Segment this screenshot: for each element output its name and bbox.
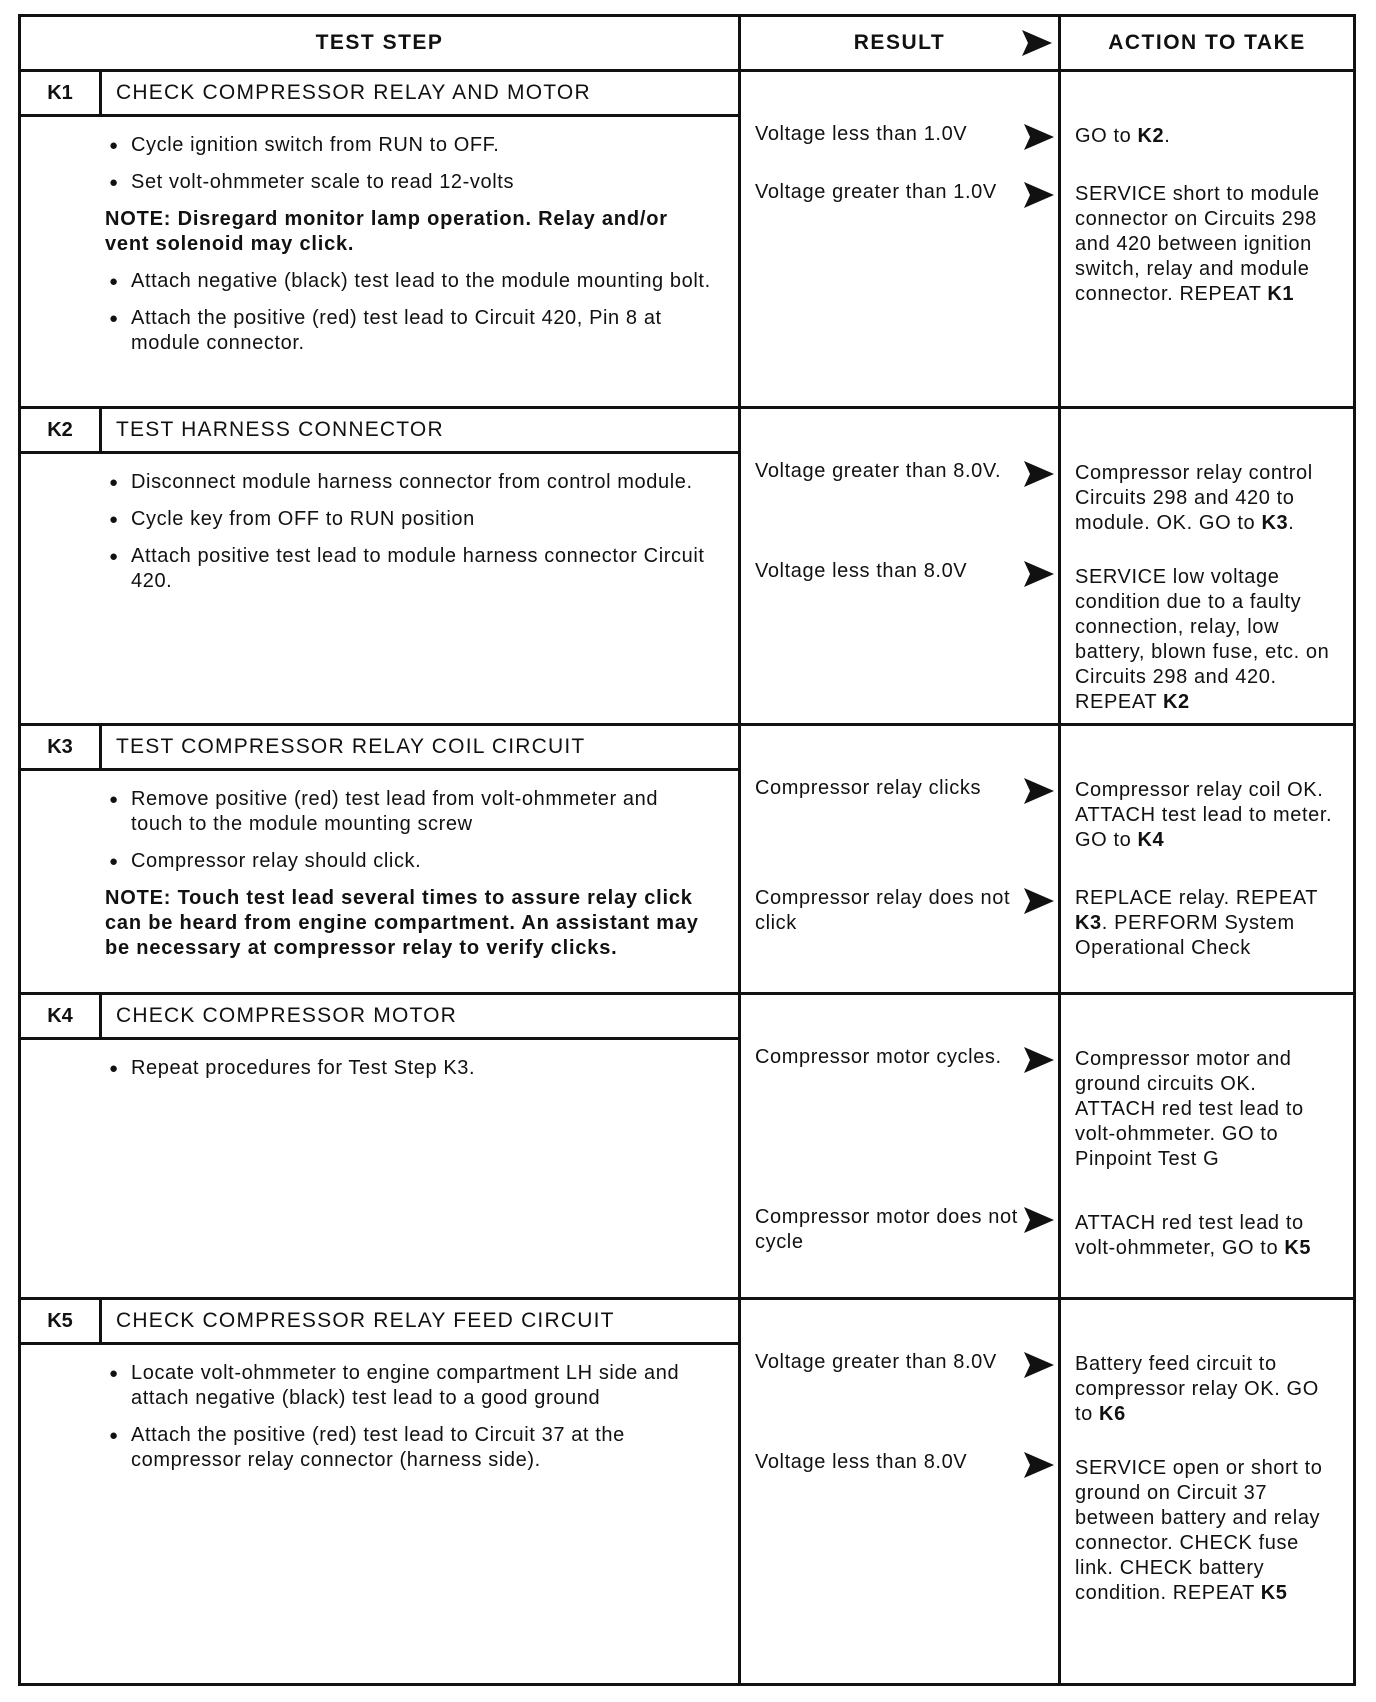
action-text — [1075, 565, 1341, 715]
step-title-bar — [21, 409, 738, 454]
test-steps — [21, 72, 1353, 1683]
action-text-main: GO to — [1075, 125, 1138, 147]
action-text-main: Battery feed circuit to compressor relay OK. GO to — [1075, 1353, 1319, 1425]
instruction-item: ● Remove positive (red) test lead from volt-ohmmeter and touch to the module mounting screw — [109, 787, 714, 837]
step-reference: K3 — [1075, 912, 1102, 934]
test-step-cell — [21, 72, 741, 406]
action-text-tail: . — [1164, 125, 1171, 147]
header-result-label: RESULT — [853, 31, 946, 54]
action-cell — [1061, 409, 1353, 723]
arrow-right-icon — [1024, 182, 1054, 208]
step-reference: K5 — [1284, 1237, 1312, 1259]
result-text: Compressor motor cycles. — [755, 1046, 1002, 1068]
result-text: Voltage greater than 8.0V — [755, 1351, 997, 1373]
action-text-main: Compressor relay coil OK. ATTACH test lead to meter. GO to — [1075, 779, 1333, 851]
action-text-tail: . PERFORM System Operational Check — [1075, 912, 1295, 959]
result-cell — [741, 72, 1061, 406]
step-instructions — [21, 1040, 738, 1103]
instruction-item: ● Attach the positive (red) test lead to Circuit 420, Pin 8 at module connector. — [109, 306, 714, 356]
action-text — [1075, 1352, 1341, 1427]
result-text: Voltage greater than 8.0V. — [755, 460, 1002, 482]
action-text-main: SERVICE low voltage condition due to a faulty connection, relay, low battery, blown fuse, etc. on Circuits 298 and 420. REPEAT — [1075, 566, 1330, 713]
step-reference: K2 — [1162, 691, 1190, 713]
step-title-bar — [21, 72, 738, 117]
step-title-bar — [21, 1300, 738, 1345]
instruction-item: ● Repeat procedures for Test Step K3. — [109, 1056, 714, 1081]
arrow-right-icon — [1024, 1452, 1054, 1478]
result-text: Voltage less than 8.0V — [755, 1451, 968, 1473]
action-cell — [1061, 995, 1353, 1297]
arrow-right-icon — [1024, 1352, 1054, 1378]
step-title: CHECK COMPRESSOR RELAY FEED CIRCUIT — [116, 1309, 615, 1332]
step-id: K5 — [21, 1300, 102, 1342]
step-title-bar — [21, 995, 738, 1040]
arrow-right-icon — [1024, 461, 1054, 487]
step-id: K4 — [21, 995, 102, 1037]
arrow-right-icon — [1024, 1047, 1054, 1073]
result-text: Compressor motor does not cycle — [755, 1206, 1018, 1253]
test-step-cell — [21, 409, 741, 723]
step-reference: K1 — [1267, 283, 1295, 305]
test-step-cell — [21, 995, 741, 1297]
step-id: K3 — [21, 726, 102, 768]
result-cell — [741, 726, 1061, 992]
step-title: CHECK COMPRESSOR MOTOR — [116, 1004, 458, 1027]
step-reference: K4 — [1137, 829, 1165, 851]
result-cell — [741, 995, 1061, 1297]
step-reference: K5 — [1260, 1582, 1288, 1604]
step-instructions — [21, 117, 738, 378]
action-text-main: ATTACH red test lead to volt-ohmmeter, GO to — [1075, 1212, 1304, 1259]
instruction-item: ● Locate volt-ohmmeter to engine compartment LH side and attach negative (black) test lead to a good ground — [109, 1361, 714, 1411]
step-title-bar — [21, 726, 738, 771]
action-text-main: SERVICE short to module connector on Circuits 298 and 420 between ignition switch, relay and module connector. REPEAT — [1075, 183, 1320, 305]
table-frame — [18, 14, 1356, 1686]
test-step-cell — [21, 1300, 741, 1683]
instruction-item: ● Attach the positive (red) test lead to Circuit 37 at the compressor relay connector (harness side). — [109, 1423, 714, 1473]
arrow-right-icon — [1024, 778, 1054, 804]
action-text-tail: . — [1288, 512, 1295, 534]
action-text — [1075, 778, 1341, 853]
diagnostic-test-table — [18, 14, 1356, 1686]
action-text-main: REPLACE relay. REPEAT — [1075, 887, 1318, 909]
instruction-item: ● Disconnect module harness connector from control module. — [109, 470, 714, 495]
arrow-right-icon — [1024, 888, 1054, 914]
test-step-row — [21, 72, 1353, 409]
step-title: CHECK COMPRESSOR RELAY AND MOTOR — [116, 81, 591, 104]
step-title: TEST HARNESS CONNECTOR — [116, 418, 444, 441]
header-test-step: TEST STEP — [21, 17, 741, 69]
instruction-item: ● Compressor relay should click. — [109, 849, 714, 874]
action-text — [1075, 182, 1341, 307]
result-text: Voltage less than 8.0V — [755, 560, 968, 582]
step-instructions — [21, 1345, 738, 1495]
arrow-right-icon — [1022, 30, 1052, 56]
result-text: Voltage less than 1.0V — [755, 123, 968, 145]
step-instructions — [21, 454, 738, 616]
header-action: ACTION TO TAKE — [1108, 31, 1306, 54]
action-text — [1075, 886, 1341, 961]
header-result — [741, 17, 1061, 69]
result-cell — [741, 1300, 1061, 1683]
step-reference: K6 — [1099, 1403, 1126, 1425]
action-text-main: Compressor relay control Circuits 298 and 420 to module. OK. GO to — [1075, 462, 1313, 534]
note-text: NOTE: Touch test lead several times to assure relay click can be heard from engine compartment. An assistant may be necessary at compressor relay to verify clicks. — [105, 887, 699, 959]
arrow-right-icon — [1024, 1207, 1054, 1233]
step-instructions — [21, 771, 738, 983]
action-text — [1075, 1211, 1341, 1261]
action-text — [1075, 1047, 1341, 1172]
test-step-row — [21, 1300, 1353, 1683]
result-cell — [741, 409, 1061, 723]
action-cell — [1061, 72, 1353, 406]
action-text-main: Compressor motor and ground circuits OK. ATTACH red test lead to volt-ohmmeter. GO to Pinpoint Test G — [1075, 1048, 1304, 1170]
instruction-item: ● Cycle key from OFF to RUN position — [109, 507, 714, 532]
instruction-item: ● Set volt-ohmmeter scale to read 12-volts — [109, 170, 714, 195]
step-reference: K3 — [1261, 512, 1289, 534]
result-text: Compressor relay does not click — [755, 887, 1011, 934]
action-cell — [1061, 1300, 1353, 1683]
test-step-cell — [21, 726, 741, 992]
instruction-item: ● Attach negative (black) test lead to the module mounting bolt. — [109, 269, 714, 294]
test-step-row — [21, 995, 1353, 1300]
test-step-row — [21, 726, 1353, 995]
result-text: Compressor relay clicks — [755, 777, 982, 799]
step-id: K2 — [21, 409, 102, 451]
action-text — [1075, 124, 1341, 149]
action-text-main: SERVICE open or short to ground on Circuit 37 between battery and relay connector. CHECK fuse link. CHECK battery condition. REPEAT — [1075, 1457, 1323, 1604]
action-cell — [1061, 726, 1353, 992]
step-title: TEST COMPRESSOR RELAY COIL CIRCUIT — [116, 735, 586, 758]
arrow-right-icon — [1024, 561, 1054, 587]
test-step-row — [21, 409, 1353, 726]
action-text — [1075, 1456, 1341, 1606]
step-id: K1 — [21, 72, 102, 114]
instruction-item: ● Attach positive test lead to module harness connector Circuit 420. — [109, 544, 714, 594]
note-text: NOTE: Disregard monitor lamp operation. Relay and/or vent solenoid may click. — [105, 208, 668, 255]
result-text: Voltage greater than 1.0V — [755, 181, 997, 203]
step-reference: K2 — [1137, 125, 1165, 147]
instruction-item: ● Cycle ignition switch from RUN to OFF. — [109, 133, 714, 158]
arrow-right-icon — [1024, 124, 1054, 150]
table-header — [21, 17, 1353, 72]
action-text — [1075, 461, 1341, 536]
